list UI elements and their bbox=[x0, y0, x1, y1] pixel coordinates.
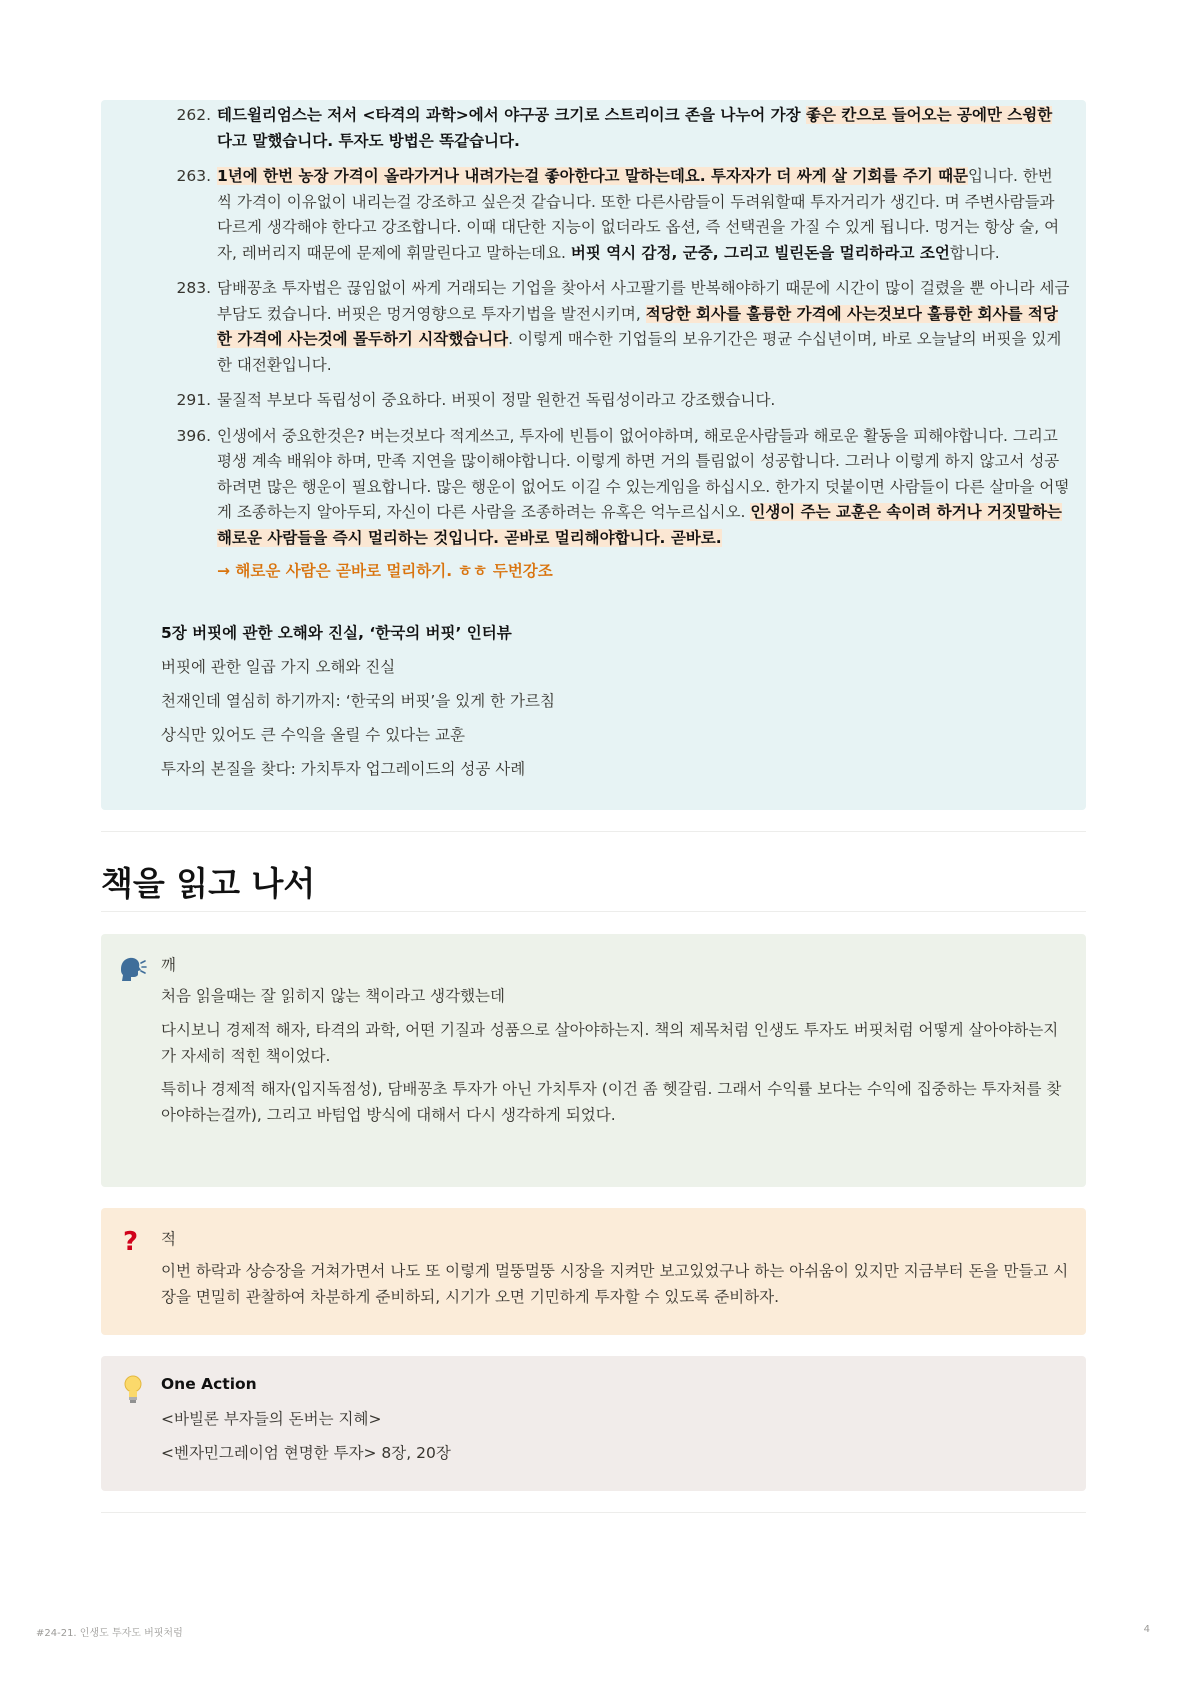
insight-callout bbox=[101, 934, 1086, 1187]
divider bbox=[101, 831, 1086, 832]
highlights-callout bbox=[101, 100, 1086, 810]
highlight-list bbox=[101, 103, 1086, 595]
item-number: 291. bbox=[176, 391, 211, 409]
callout-title: 깨 bbox=[161, 956, 176, 974]
lightbulb-icon bbox=[123, 1374, 143, 1412]
list-item bbox=[101, 164, 1086, 266]
callout-paragraph: 이번 하락과 상승장을 거쳐가면서 나도 또 이렇게 멀뚱멀뚱 시장을 지켜만 보고있었구나 하는 아쉬움이 있지만 지금부터 돈을 만들고 시장을 면밀히 관찰하여 차분하게 준비하되, 시기가 오면 기민하게 투자할 수 있도록 준비하자. bbox=[161, 1262, 1069, 1306]
item-number: 263. bbox=[176, 167, 211, 185]
item-text: 인생에서 중요한것은? 버는것보다 적게쓰고, 투자에 빈틈이 없어야하며, 해로운사람들과 해로운 활동을 피해야합니다. 그리고 평생 계속 배워야 하며, 만족 지연을 많이해야합니다. 이렇게 하면 거의 틀림없이 성공합니다. 그러나 이렇게 하지 않고서 성공하려면 많은 행운이 필요합니다. 많은 행운이 없어도 이길 수 있는게임을 하십시오. 한가지 덧붙이면 사람들이 다른 살마을 어떻게 조종하는지 알아두되, 자신이 다른 사람을 조종하려는 유혹은 억누르십시오. bbox=[217, 426, 1070, 521]
callout-title: One Action bbox=[161, 1375, 257, 1393]
speaking-head-icon bbox=[117, 955, 147, 989]
item-text: . 이렇게 매수한 기업들의 보유기간은 평균 수십년이며, 바로 오늘날의 버핏을 있게 한 대전환입니다. bbox=[217, 330, 1062, 374]
item-note: → 해로운 사람은 곧바로 멀리하기. ㅎㅎ 두번강조 bbox=[217, 562, 553, 580]
chapter-line: 투자의 본질을 찾다: 가치투자 업그레이드의 성공 사례 bbox=[161, 760, 526, 778]
item-number: 262. bbox=[176, 106, 211, 124]
callout-title: 적 bbox=[161, 1230, 176, 1248]
action-callout bbox=[101, 1356, 1086, 1491]
list-item bbox=[101, 388, 1086, 414]
highlighted-text: 인생이 주는 교훈은 속이려 하거나 거짓말하는 해로운 사람들을 즉시 멀리하는 것입니다. 곧바로 멀리해야합니다. 곧바로. bbox=[217, 503, 1062, 547]
footer-page-number: 4 bbox=[1143, 1624, 1150, 1635]
chapter-line: 천재인데 열심히 하기까지: ‘한국의 버핏’을 있게 한 가르침 bbox=[161, 692, 555, 710]
divider bbox=[101, 911, 1086, 912]
bold-text: 버핏 역시 감정, 군중, 그리고 빌린돈을 멀리하라고 조언 bbox=[570, 243, 950, 262]
item-text: 입니다. 한번 씩 가격이 이유없이 내리는걸 강조하고 싶은것 같습니다. 또한 다른사람들이 두려워할때 투자거리가 생긴다. 며 주변사람들과 다르게 생각해야 한다고 강조합니다. 이때 대단한 지능이 없더라도 옵션, 즉 선택권을 가질 수 있게 됩니다. 멍거는 항상 술, 여자, 레버리지 때문에 문제에 휘말린다고 말하는데요. bbox=[217, 167, 1060, 262]
callout-paragraph: 처음 읽을때는 잘 읽히지 않는 책이라고 생각했는데 bbox=[161, 987, 505, 1005]
item-text: 물질적 부보다 독립성이 중요하다. 버핏이 정말 원한건 독립성이라고 강조했습니다. bbox=[217, 391, 776, 409]
callout-paragraph: <바빌론 부자들의 돈버는 지혜> bbox=[161, 1410, 382, 1428]
question-mark-icon: ? bbox=[123, 1227, 139, 1257]
divider bbox=[101, 1512, 1086, 1513]
bold-text: 다고 말했습니다. 투자도 방법은 똑같습니다. bbox=[217, 131, 520, 150]
list-item bbox=[101, 103, 1086, 154]
apply-callout bbox=[101, 1208, 1086, 1335]
item-number: 283. bbox=[176, 279, 211, 297]
footer-document-title: #24-21. 인생도 투자도 버핏처럼 bbox=[36, 1628, 183, 1639]
bold-text: 테드윌리엄스는 저서 <타격의 과학>에서 야구공 크기로 스트리이크 존을 나누어 가장 bbox=[217, 106, 807, 124]
highlighted-text: 좋은 칸으로 들어오는 공에만 스윙한 bbox=[806, 106, 1053, 124]
item-text: 합니다. bbox=[949, 243, 1000, 262]
callout-paragraph: 다시보니 경제적 해자, 타격의 과학, 어떤 기질과 성품으로 살아야하는지. 책의 제목처럼 인생도 투자도 버핏처럼 어떻게 살아야하는지가 자세히 적힌 책이었다. bbox=[161, 1021, 1059, 1065]
item-number: 396. bbox=[176, 426, 211, 445]
list-item bbox=[101, 276, 1086, 378]
section-heading: 책을 읽고 나서 bbox=[101, 864, 316, 903]
chapter-title: 5장 버핏에 관한 오해와 진실, ‘한국의 버핏’ 인터뷰 bbox=[161, 624, 512, 642]
chapter-line: 상식만 있어도 큰 수익을 올릴 수 있다는 교훈 bbox=[161, 726, 466, 744]
chapter-line: 버핏에 관한 일곱 가지 오해와 진실 bbox=[161, 658, 396, 676]
highlighted-text: 적당한 회사를 훌륭한 가격에 사는것보다 훌륭한 회사를 적당한 가격에 사는것에 몰두하기 시작했습니다 bbox=[217, 304, 1058, 348]
callout-paragraph: 특히나 경제적 해자(입지독점성), 담배꽁초 투자가 아닌 가치투자 (이건 좀 헷갈림. 그래서 수익률 보다는 수익에 집중하는 투자처를 찾아야하는걸까), 그리고 바텀업 방식에 대해서 다시 생각하게 되었다. bbox=[161, 1080, 1062, 1124]
item-text: 담배꽁초 투자법은 끊임없이 싸게 거래되는 기업을 찾아서 사고팔기를 반복해야하기 때문에 시간이 많이 걸렸을 뿐 아니라 세금 부담도 컸습니다. 버핏은 멍거영향으로 투자기법을 발전시키며, bbox=[217, 279, 1070, 323]
callout-paragraph: <벤자민그레이엄 현명한 투자> 8장, 20장 bbox=[161, 1444, 451, 1462]
highlighted-text: 1년에 한번 농장 가격이 올라가거나 내려가는걸 좋아한다고 말하는데요. 투자자가 더 싸게 살 기회를 주기 때문 bbox=[217, 167, 969, 185]
list-item bbox=[101, 424, 1086, 585]
